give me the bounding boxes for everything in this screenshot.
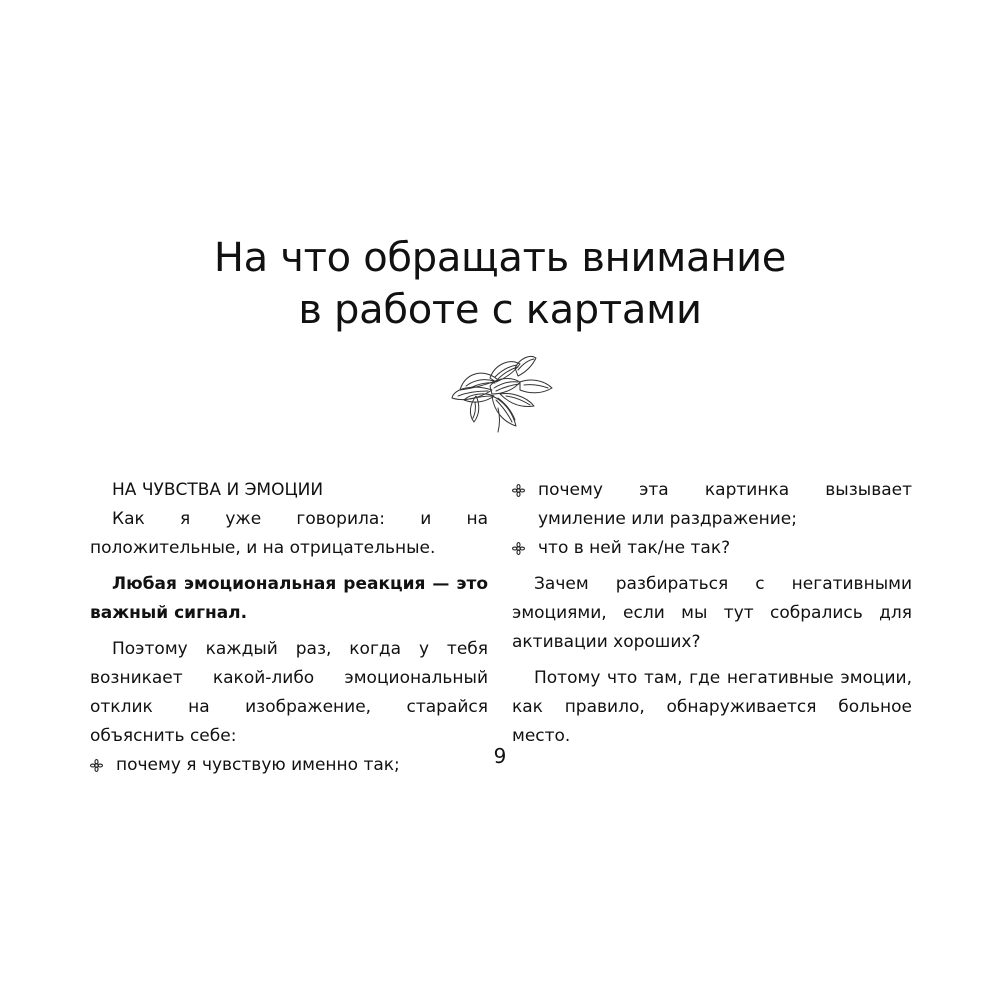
bullet-text-1: почему я чувствую именно так; bbox=[116, 755, 400, 775]
title-line-1: На что обращать внимание bbox=[213, 235, 787, 281]
page-title bbox=[100, 232, 900, 336]
paragraph-1: Как я уже говорила: и на положительные, и на отрицательные. bbox=[90, 509, 488, 558]
section-heading: НА ЧУВСТВА И ЭМОЦИИ bbox=[112, 480, 324, 500]
bullet-item-2 bbox=[512, 476, 912, 534]
bullet-item-1 bbox=[90, 751, 488, 780]
left-column bbox=[90, 476, 488, 780]
flower-bullet-icon bbox=[90, 759, 103, 772]
flower-bullet-icon bbox=[512, 484, 525, 497]
paragraph-4: Зачем разбираться с негативными эмоциями, если мы тут собрались для активации хороших? bbox=[512, 574, 912, 652]
bullet-text-2: почему эта картинка вызывает умиление или раздражение; bbox=[538, 480, 912, 529]
flower-bullet-icon bbox=[512, 542, 525, 555]
paragraph-5: Потому что там, где негативные эмоции, как правило, обнаруживается больное место. bbox=[512, 668, 912, 746]
title-line-2: в работе с картами bbox=[298, 287, 702, 333]
flower-icon bbox=[440, 350, 560, 440]
right-column bbox=[512, 476, 912, 751]
page-number: 9 bbox=[493, 744, 507, 768]
paragraph-3: Поэтому каждый раз, когда у тебя возникает какой-либо эмоциональный отклик на изображение, старайся объяснить себе: bbox=[90, 639, 488, 746]
bullet-item-3 bbox=[512, 534, 912, 563]
bullet-text-3: что в ней так/не так? bbox=[538, 538, 731, 558]
paragraph-bold: Любая эмоциональная реакция — это важный сигнал. bbox=[90, 574, 488, 623]
